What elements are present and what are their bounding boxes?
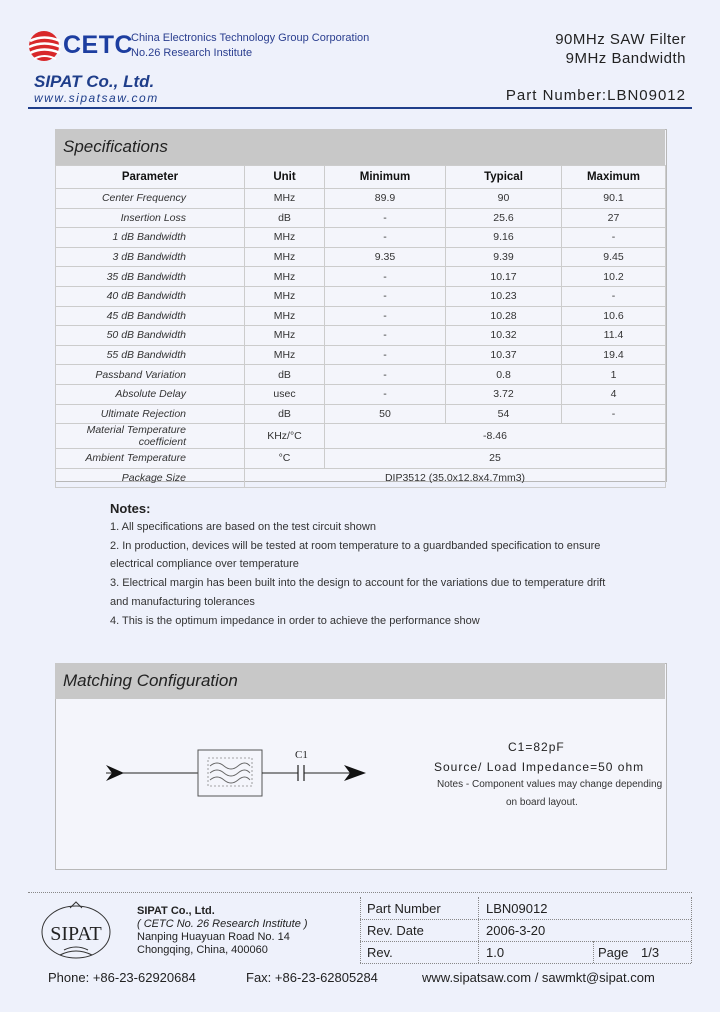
footer-rev-date-label: Rev. Date: [367, 923, 424, 938]
part-number-header: Part Number:LBN09012: [505, 87, 686, 104]
maximum-cell: 90.1: [562, 189, 666, 209]
footer-page-value: 1/3: [641, 945, 660, 960]
minimum-cell: -: [325, 345, 446, 365]
maximum-cell: 4: [562, 384, 666, 404]
unit-cell: MHz: [245, 189, 325, 209]
c1-value: C1=82pF: [508, 740, 565, 754]
minimum-cell: 9.35: [325, 247, 446, 267]
table-row: [56, 247, 666, 267]
parameter-cell: Material Temperature coefficient: [56, 424, 245, 449]
parameter-cell: Ultimate Rejection: [56, 404, 245, 424]
parameter-cell: 45 dB Bandwidth: [56, 306, 245, 326]
minimum-cell: 89.9: [325, 189, 446, 209]
notes-heading: Notes:: [110, 501, 151, 516]
table-row: [56, 208, 666, 228]
unit-cell: MHz: [245, 286, 325, 306]
column-header: Parameter: [56, 166, 245, 189]
specifications-table: [55, 165, 666, 488]
typical-cell: 10.23: [446, 286, 562, 306]
minimum-cell: -: [325, 267, 446, 287]
column-header: Typical: [446, 166, 562, 189]
footer-part-number-value: LBN09012: [486, 901, 548, 916]
parameter-cell: 50 dB Bandwidth: [56, 326, 245, 346]
table-row: [56, 326, 666, 346]
company-website[interactable]: www.sipatsaw.com: [34, 91, 159, 105]
footer-rev-label: Rev.: [367, 945, 393, 960]
table-header-row: [56, 166, 666, 189]
note-line: 1. All specifications are based on the test circuit shown: [110, 521, 376, 533]
product-title: 90MHz SAW Filter: [555, 31, 686, 48]
maximum-cell: 10.6: [562, 306, 666, 326]
typical-cell: 3.72: [446, 384, 562, 404]
minimum-cell: -: [325, 228, 446, 248]
typical-cell: 10.37: [446, 345, 562, 365]
minimum-cell: -: [325, 384, 446, 404]
footer-divider: [360, 919, 691, 920]
company-name: SIPAT Co., Ltd.: [34, 72, 155, 91]
footer-divider: [691, 897, 692, 963]
footer-company: SIPAT Co., Ltd.: [137, 905, 215, 917]
matching-title: Matching Configuration: [55, 663, 665, 699]
footer-phone: Phone: +86-23-62920684: [48, 970, 196, 985]
typical-cell: 10.28: [446, 306, 562, 326]
table-row: [56, 404, 666, 424]
unit-cell: MHz: [245, 228, 325, 248]
unit-cell: MHz: [245, 306, 325, 326]
unit-cell: dB: [245, 365, 325, 385]
table-row: [56, 384, 666, 404]
table-row: [56, 424, 666, 449]
footer-address-line: Chongqing, China, 400060: [137, 944, 268, 956]
column-header: Minimum: [325, 166, 446, 189]
parameter-cell: Insertion Loss: [56, 208, 245, 228]
typical-cell: 9.39: [446, 247, 562, 267]
footer-institute: ( CETC No. 26 Research Institute ): [137, 918, 308, 930]
table-row: [56, 306, 666, 326]
table-row: [56, 449, 666, 469]
value-cell: DIP3512 (35.0x12.8x4.7mm3): [245, 468, 666, 488]
table-row: [56, 228, 666, 248]
minimum-cell: -: [325, 365, 446, 385]
typical-cell: 10.17: [446, 267, 562, 287]
unit-cell: usec: [245, 384, 325, 404]
maximum-cell: -: [562, 404, 666, 424]
cetc-logo-text: CETC: [63, 31, 134, 59]
org-line-1: China Electronics Technology Group Corporation: [131, 32, 370, 44]
typical-cell: 0.8: [446, 365, 562, 385]
parameter-cell: 35 dB Bandwidth: [56, 267, 245, 287]
footer-part-number-label: Part Number: [367, 901, 441, 916]
unit-cell: dB: [245, 404, 325, 424]
component-note-line: on board layout.: [506, 797, 578, 808]
parameter-cell: 40 dB Bandwidth: [56, 286, 245, 306]
table-row: [56, 267, 666, 287]
product-subtitle: 9MHz Bandwidth: [565, 50, 686, 67]
table-row: [56, 286, 666, 306]
minimum-cell: -: [325, 208, 446, 228]
maximum-cell: -: [562, 286, 666, 306]
footer-page-label: Page: [598, 945, 629, 960]
footer-divider: [360, 897, 361, 963]
parameter-cell: 55 dB Bandwidth: [56, 345, 245, 365]
org-line-2: No.26 Research Institute: [131, 47, 253, 59]
note-line: 4. This is the optimum impedance in order to achieve the performance show: [110, 615, 480, 627]
component-note-line: Notes - Component values may change depending: [437, 779, 663, 790]
cetc-logo-icon: [26, 26, 62, 66]
impedance-text: Source/ Load Impedance=50 ohm: [434, 760, 645, 774]
footer-fax: Fax: +86-23-62805284: [246, 970, 378, 985]
footer-divider: [360, 963, 691, 964]
footer-rev-value: 1.0: [486, 945, 505, 960]
note-line: 2. In production, devices will be tested at room temperature to a guardbanded specification to ensure: [110, 540, 601, 552]
maximum-cell: 27: [562, 208, 666, 228]
typical-cell: 54: [446, 404, 562, 424]
typical-cell: 90: [446, 189, 562, 209]
value-cell: -8.46: [325, 424, 666, 449]
unit-cell: °C: [245, 449, 325, 469]
parameter-cell: 3 dB Bandwidth: [56, 247, 245, 267]
parameter-cell: Passband Variation: [56, 365, 245, 385]
maximum-cell: 9.45: [562, 247, 666, 267]
column-header: Maximum: [562, 166, 666, 189]
specifications-title: Specifications: [55, 129, 665, 165]
table-row: [56, 345, 666, 365]
note-line: electrical compliance over temperature: [110, 558, 299, 570]
unit-cell: MHz: [245, 326, 325, 346]
parameter-cell: Ambient Temperature: [56, 449, 245, 469]
unit-cell: MHz: [245, 247, 325, 267]
maximum-cell: 1: [562, 365, 666, 385]
parameter-cell: Absolute Delay: [56, 384, 245, 404]
minimum-cell: -: [325, 306, 446, 326]
maximum-cell: 11.4: [562, 326, 666, 346]
matching-circuit-diagram: [100, 740, 380, 810]
maximum-cell: 19.4: [562, 345, 666, 365]
parameter-cell: Package Size: [56, 468, 245, 488]
table-row: [56, 189, 666, 209]
footer-rev-date-value: 2006-3-20: [486, 923, 546, 938]
typical-cell: 25.6: [446, 208, 562, 228]
unit-cell: MHz: [245, 267, 325, 287]
typical-cell: 10.32: [446, 326, 562, 346]
header-divider: [28, 107, 692, 109]
unit-cell: dB: [245, 208, 325, 228]
minimum-cell: -: [325, 326, 446, 346]
note-line: and manufacturing tolerances: [110, 596, 255, 608]
table-row: [56, 468, 666, 488]
parameter-cell: Center Frequency: [56, 189, 245, 209]
footer-divider: [360, 941, 691, 942]
minimum-cell: -: [325, 286, 446, 306]
unit-cell: KHz/°C: [245, 424, 325, 449]
note-line: 3. Electrical margin has been built into the design to account for the variations due to temperature drift: [110, 577, 606, 589]
typical-cell: 9.16: [446, 228, 562, 248]
footer-web-email[interactable]: www.sipatsaw.com / sawmkt@sipat.com: [422, 970, 655, 985]
sipat-logo-text: SIPAT: [50, 923, 102, 945]
footer-divider: [478, 897, 479, 963]
unit-cell: MHz: [245, 345, 325, 365]
table-row: [56, 365, 666, 385]
value-cell: 25: [325, 449, 666, 469]
c1-label: C1: [295, 749, 308, 761]
column-header: Unit: [245, 166, 325, 189]
maximum-cell: -: [562, 228, 666, 248]
footer-address-line: Nanping Huayuan Road No. 14: [137, 931, 290, 943]
parameter-cell: 1 dB Bandwidth: [56, 228, 245, 248]
sipat-logo-icon: [34, 900, 118, 962]
maximum-cell: 10.2: [562, 267, 666, 287]
footer-divider: [593, 941, 594, 963]
minimum-cell: 50: [325, 404, 446, 424]
